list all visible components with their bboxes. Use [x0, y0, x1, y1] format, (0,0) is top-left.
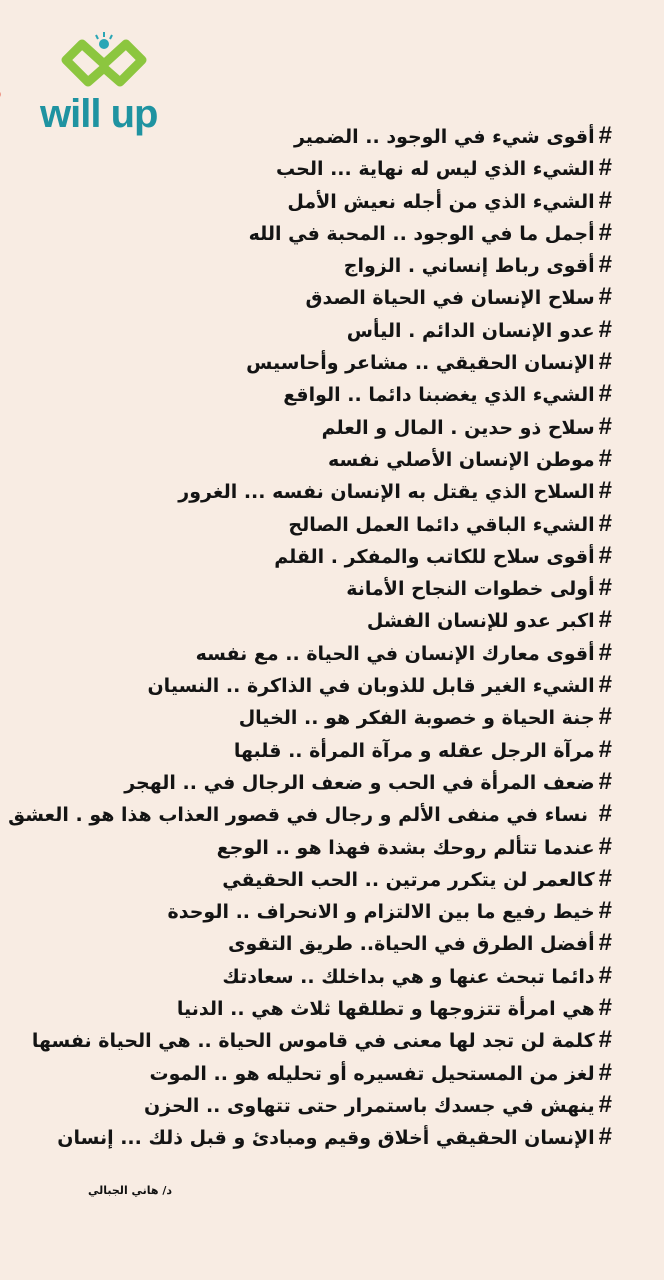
quote-line	[0, 992, 612, 1024]
quote-line	[0, 669, 612, 701]
logo-bulb-icon	[58, 30, 150, 90]
hash-mark: #	[598, 444, 612, 472]
hash-mark: #	[598, 767, 612, 795]
hash-mark: #	[598, 509, 612, 537]
quote-line	[0, 443, 612, 475]
hash-mark: #	[598, 638, 612, 666]
hash-mark: #	[598, 703, 612, 731]
quote-line	[0, 1089, 612, 1121]
quote-line	[0, 152, 612, 184]
quote-text: لغز من المستحيل تفسيره أو تحليله هو .. الموت	[149, 1062, 595, 1085]
quote-line	[0, 508, 612, 540]
quote-line	[0, 1121, 612, 1153]
hash-mark: #	[598, 1123, 612, 1151]
quote-text: الإنسان الحقيقي أخلاق وقيم ومبادئ و قبل ذلك ... إنسان	[57, 1127, 595, 1150]
hash-mark: #	[598, 606, 612, 634]
hash-mark: #	[598, 864, 612, 892]
hash-mark: #	[598, 735, 612, 763]
quote-line	[0, 637, 612, 669]
quote-text: عندما تتألم روحك بشدة فهذا هو .. الوجع	[216, 836, 595, 859]
quote-line	[0, 831, 612, 863]
hash-mark: #	[598, 1058, 612, 1086]
quote-text: الشيء الغير قابل للذوبان في الذاكرة .. النسيان	[147, 675, 595, 698]
quote-line	[0, 378, 612, 410]
quote-text: ضعف المرأة في الحب و ضعف الرجال في .. الهجر	[124, 771, 595, 794]
quote-line	[0, 249, 612, 281]
hash-mark: #	[598, 218, 612, 246]
quote-text: جنة الحياة و خصوبة الفكر هو .. الخيال	[238, 707, 595, 730]
hash-mark: #	[598, 412, 612, 440]
hash-mark: #	[598, 186, 612, 214]
hash-mark: #	[598, 800, 612, 828]
hash-mark: #	[598, 929, 612, 957]
quote-line	[0, 604, 612, 636]
quote-line	[0, 766, 612, 798]
quote-line	[0, 960, 612, 992]
quote-text: سلاح الإنسان في الحياة الصدق	[305, 287, 595, 310]
quote-line	[0, 895, 612, 927]
edge-mark	[0, 86, 4, 100]
quote-line	[0, 863, 612, 895]
quote-line	[0, 185, 612, 217]
quote-text: أقوى سلاح للكاتب والمفكر . القلم	[274, 545, 595, 568]
hash-mark: #	[598, 961, 612, 989]
quote-line	[0, 1057, 612, 1089]
hash-mark: #	[598, 574, 612, 602]
quote-line	[0, 346, 612, 378]
quote-text: كالعمر لن يتكرر مرتين .. الحب الحقيقي	[222, 868, 595, 891]
hash-mark: #	[598, 541, 612, 569]
quote-line	[0, 927, 612, 959]
quote-text: ينهش في جسدك باستمرار حتى تتهاوى .. الحزن	[143, 1094, 595, 1117]
quote-text: أولى خطوات النجاح الأمانة	[346, 578, 595, 601]
hash-mark: #	[598, 380, 612, 408]
hash-mark: #	[598, 1026, 612, 1054]
quote-text: أقوى معارك الإنسان في الحياة .. مع نفسه	[195, 642, 595, 665]
quote-text: الإنسان الحقيقي .. مشاعر وأحاسيس	[246, 352, 595, 375]
logo-text: will up	[40, 92, 158, 136]
quote-text: السلاح الذي يقتل به الإنسان نفسه ... الغرور	[178, 481, 595, 504]
hash-mark: #	[598, 348, 612, 376]
quote-line	[0, 411, 612, 443]
quote-text: أفضل الطرق في الحياة.. طريق التقوى	[228, 933, 595, 956]
author-signature: د/ هاني الجبالي	[88, 1184, 173, 1197]
quote-line	[0, 798, 612, 830]
quote-line	[0, 572, 612, 604]
quote-line	[0, 281, 612, 313]
quote-line	[0, 734, 612, 766]
quote-line	[0, 701, 612, 733]
hash-mark: #	[598, 1090, 612, 1118]
hash-mark: #	[598, 477, 612, 505]
quote-text: أقوى رباط إنساني . الزواج	[343, 255, 595, 278]
quote-line	[0, 120, 612, 152]
hash-mark: #	[598, 897, 612, 925]
quote-text: الشيء الذي ليس له نهاية ... الحب	[276, 158, 595, 181]
hash-mark: #	[598, 832, 612, 860]
quote-text: الشيء الذي يغضبنا دائما .. الواقع	[283, 384, 595, 407]
quote-text: كلمة لن تجد لها معنى في قاموس الحياة .. هي الحياة نفسها	[31, 1030, 595, 1053]
quote-text: اكبر عدو للإنسان الفشل	[366, 610, 595, 633]
quote-line	[0, 475, 612, 507]
quote-text: دائما تبحث عنها و هي بداخلك .. سعادتك	[222, 965, 595, 988]
hash-mark: #	[598, 994, 612, 1022]
quote-text: مرآة الرجل عقله و مرآة المرأة .. قلبها	[233, 739, 595, 762]
quote-text: الشيء الباقي دائما العمل الصالح	[288, 513, 595, 536]
quote-text: موطن الإنسان الأصلي نفسه	[327, 448, 595, 471]
quote-text: عدو الإنسان الدائم . اليأس	[346, 319, 595, 342]
hash-mark: #	[598, 122, 612, 149]
quote-line	[0, 217, 612, 249]
quote-line	[0, 314, 612, 346]
hash-mark: #	[598, 671, 612, 699]
quote-text: الشيء الذي من أجله نعيش الأمل	[287, 190, 595, 213]
quote-text: سلاح ذو حدين . المال و العلم	[321, 416, 595, 439]
quote-text: هي امرأة تتزوجها و تطلقها ثلاث هي .. الدنيا	[176, 998, 595, 1021]
will-up-logo	[38, 30, 178, 134]
quote-text: أجمل ما في الوجود .. المحبة في الله	[248, 222, 595, 245]
quote-line	[0, 540, 612, 572]
hash-mark: #	[598, 315, 612, 343]
quote-text: أقوى شيء في الوجود .. الضمير	[293, 126, 595, 148]
hash-mark: #	[598, 283, 612, 311]
hash-mark: #	[598, 251, 612, 279]
quote-line	[0, 1024, 612, 1056]
quote-text: نساء في منفى الألم و رجال في قصور العذاب هذا هو . العشق	[8, 804, 595, 827]
quote-list	[0, 120, 612, 1154]
quote-text: خيط رفيع ما بين الالتزام و الانحراف .. الوحدة	[167, 901, 595, 924]
hash-mark: #	[598, 154, 612, 182]
